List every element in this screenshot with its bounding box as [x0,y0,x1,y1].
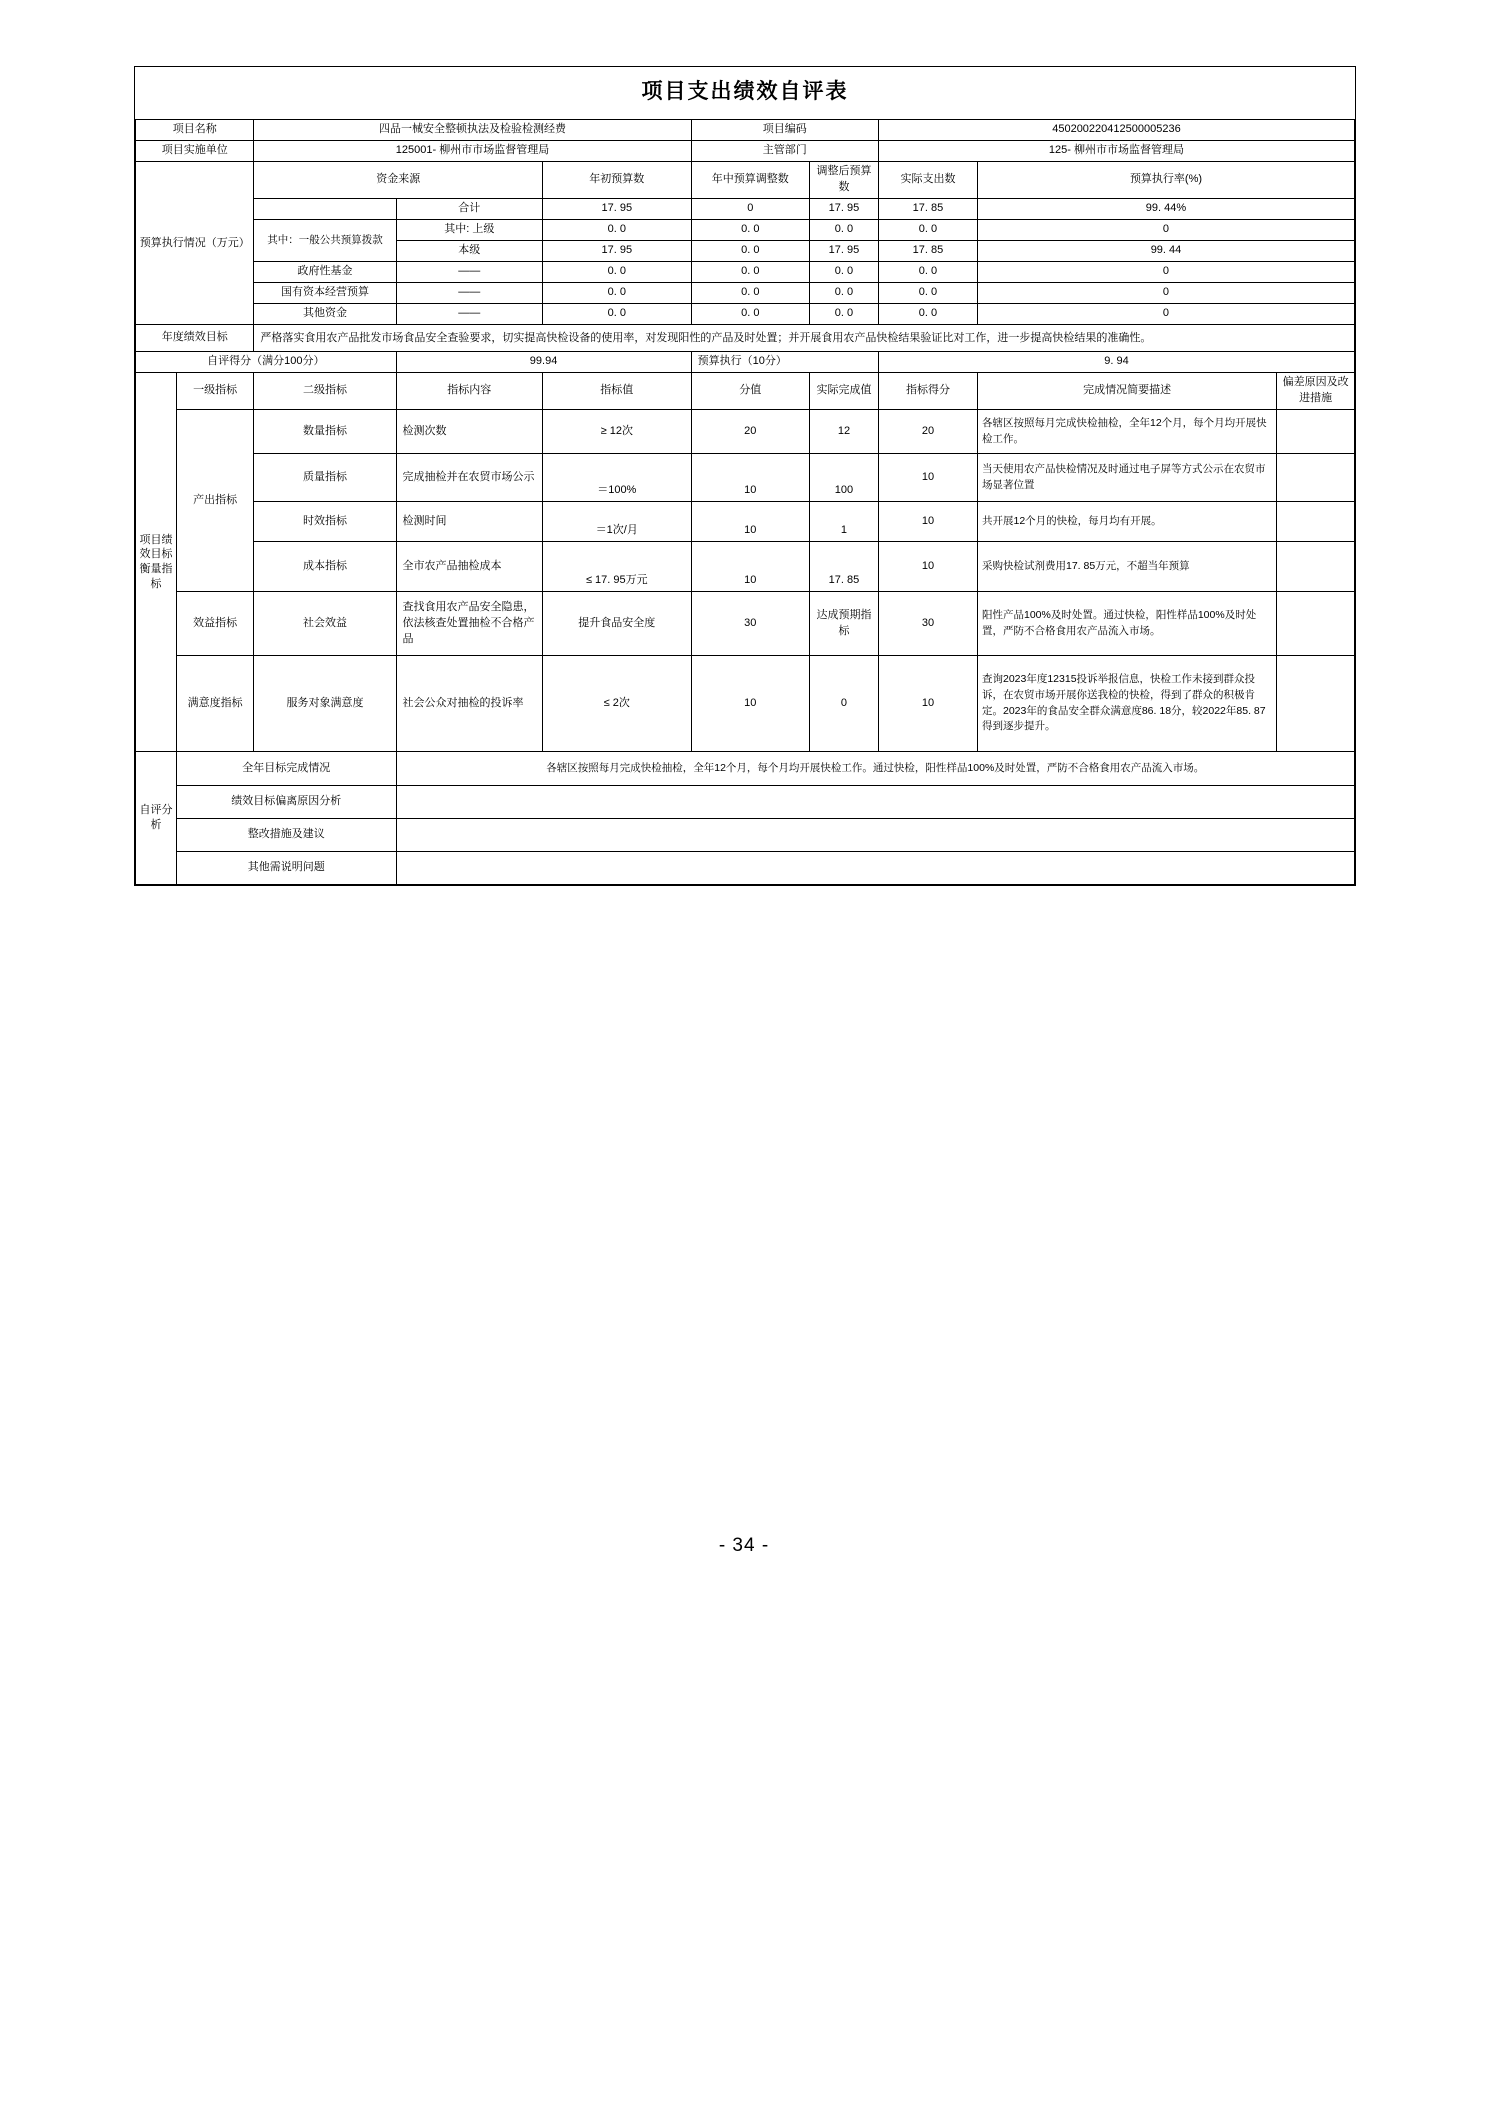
indicator-actual: 12 [810,410,879,454]
budget-after: 17. 95 [810,199,879,220]
budget-start: 17. 95 [542,241,691,262]
project-name-label: 项目名称 [136,120,254,141]
implement-unit-row [136,141,1355,162]
project-code-value: 450200220412500005236 [878,120,1354,141]
budget-rate: 0 [977,282,1354,303]
indicator-desc: 共开展12个月的快检，每月均有开展。 [977,502,1276,542]
analysis-value: 各辖区按照每月完成快检抽检，全年12个月，每个月均开展快检工作。通过快检，阳性样品100%及时处置，严防不合格食用农产品流入市场。 [396,752,1354,786]
budget-rate: 0 [977,220,1354,241]
budget-col-adjust: 年中预算调整数 [691,162,809,199]
budget-source-b: 合计 [396,199,542,220]
indicator-level2: 数量指标 [254,410,396,454]
indicator-deviation [1277,454,1355,502]
indicator-desc: 采购快检试剂费用17. 85万元，不超当年预算 [977,542,1276,592]
indicator-desc: 各辖区按照每月完成快检抽检，全年12个月，每个月均开展快检工作。 [977,410,1276,454]
budget-actual: 0. 0 [878,303,977,324]
indicator-content: 全市农产品抽检成本 [396,542,542,592]
indicator-col-got: 指标得分 [878,373,977,410]
supervisor-dept-label: 主管部门 [691,141,878,162]
indicator-score: 10 [691,542,809,592]
indicator-content: 社会公众对抽检的投诉率 [396,656,542,752]
indicator-score: 10 [691,502,809,542]
budget-source-a: 其中：一般公共预算拨款 [254,220,396,262]
indicator-desc: 当天使用农产品快检情况及时通过电子屏等方式公示在农贸市场显著位置 [977,454,1276,502]
budget-after: 0. 0 [810,303,879,324]
budget-actual: 17. 85 [878,199,977,220]
indicator-col-level1: 一级指标 [176,373,254,410]
indicator-target: 提升食品安全度 [542,592,691,656]
indicator-got: 30 [878,592,977,656]
title-row [136,67,1355,120]
indicator-section-label: 项目绩效目标衡量指标 [136,373,177,752]
indicator-level2: 社会效益 [254,592,396,656]
budget-adjust: 0. 0 [691,220,809,241]
indicator-content: 查找食用农产品安全隐患，依法核查处置抽检不合格产品 [396,592,542,656]
score-row [136,352,1355,373]
indicator-row [136,656,1355,752]
indicator-deviation [1277,542,1355,592]
budget-adjust: 0. 0 [691,282,809,303]
indicator-score: 10 [691,454,809,502]
budget-source-a: 政府性基金 [254,262,396,283]
budget-adjust: 0. 0 [691,303,809,324]
indicator-deviation [1277,656,1355,752]
main-table [135,67,1355,885]
analysis-row [136,852,1355,885]
budget-source-b: —— [396,282,542,303]
indicator-got: 10 [878,542,977,592]
analysis-value [396,819,1354,852]
analysis-label: 绩效目标偏离原因分析 [176,786,396,819]
analysis-value [396,852,1354,885]
self-score-label: 自评得分（满分100分） [136,352,397,373]
indicator-actual: 0 [810,656,879,752]
budget-row [136,199,1355,220]
indicator-content: 完成抽检并在农贸市场公示 [396,454,542,502]
budget-start: 0. 0 [542,220,691,241]
indicator-row [136,454,1355,502]
budget-rate: 99. 44% [977,199,1354,220]
budget-actual: 17. 85 [878,241,977,262]
indicator-target: ≥ 12次 [542,410,691,454]
indicator-got: 10 [878,454,977,502]
project-code-label: 项目编码 [691,120,878,141]
budget-col-start: 年初预算数 [542,162,691,199]
annual-goal-text: 严格落实食用农产品批发市场食品安全查验要求，切实提高快检设备的使用率，对发现阳性的产品及时处置；并开展食用农产品快检结果验证比对工作，进一步提高快检结果的准确性。 [254,324,1355,352]
implement-unit-value: 125001- 柳州市市场监督管理局 [254,141,691,162]
annual-goal-label: 年度绩效目标 [136,324,254,352]
budget-after: 0. 0 [810,220,879,241]
indicator-header-row [136,373,1355,410]
indicator-deviation [1277,592,1355,656]
budget-row [136,303,1355,324]
budget-row [136,220,1355,241]
budget-actual: 0. 0 [878,262,977,283]
indicator-row [136,502,1355,542]
budget-source-b: 本级 [396,241,542,262]
indicator-col-target: 指标值 [542,373,691,410]
indicator-row [136,410,1355,454]
budget-start: 0. 0 [542,303,691,324]
indicator-row [136,542,1355,592]
analysis-label: 其他需说明问题 [176,852,396,885]
budget-source-b: —— [396,262,542,283]
indicator-col-score: 分值 [691,373,809,410]
budget-start: 17. 95 [542,199,691,220]
indicator-level1: 产出指标 [176,410,254,592]
budget-source-a: 国有资本经营预算 [254,282,396,303]
indicator-got: 10 [878,502,977,542]
indicator-actual: 100 [810,454,879,502]
indicator-content: 检测时间 [396,502,542,542]
indicator-level2: 服务对象满意度 [254,656,396,752]
budget-rate: 0 [977,303,1354,324]
indicator-level2: 时效指标 [254,502,396,542]
budget-section-label: 预算执行情况（万元） [136,162,254,325]
indicator-desc: 查询2023年度12315投诉举报信息，快检工作未接到群众投诉，在农贸市场开展你送我检的快检，得到了群众的积极肯定。2023年的食品安全群众满意度86. 18分，较2022年85. 87得到逐步提升。 [977,656,1276,752]
budget-col-after: 调整后预算数 [810,162,879,199]
indicator-col-deviation: 偏差原因及改进措施 [1277,373,1355,410]
budget-rate: 0 [977,262,1354,283]
indicator-level2: 质量指标 [254,454,396,502]
indicator-desc: 阳性产品100%及时处置。通过快检，阳性样品100%及时处置，严防不合格食用农产品流入市场。 [977,592,1276,656]
indicator-score: 30 [691,592,809,656]
analysis-row [136,752,1355,786]
indicator-level1: 满意度指标 [176,656,254,752]
indicator-actual: 1 [810,502,879,542]
project-name-row [136,120,1355,141]
indicator-target: ≤ 17. 95万元 [542,542,691,592]
budget-col-actual: 实际支出数 [878,162,977,199]
budget-after: 0. 0 [810,262,879,283]
analysis-label: 整改措施及建议 [176,819,396,852]
indicator-level2: 成本指标 [254,542,396,592]
indicator-col-desc: 完成情况简要描述 [977,373,1276,410]
page-title: 项目支出绩效自评表 [136,67,1355,120]
budget-row [136,262,1355,283]
indicator-level1: 效益指标 [176,592,254,656]
performance-self-evaluation-sheet [134,66,1356,886]
indicator-target: ＝1次/月 [542,502,691,542]
analysis-row [136,786,1355,819]
indicator-got: 10 [878,656,977,752]
indicator-actual: 达成预期指标 [810,592,879,656]
budget-row [136,282,1355,303]
self-score-value: 99.94 [396,352,691,373]
budget-col-rate: 预算执行率(%) [977,162,1354,199]
analysis-section-label: 自评分析 [136,752,177,885]
budget-adjust: 0. 0 [691,262,809,283]
analysis-value [396,786,1354,819]
budget-col-source: 资金来源 [254,162,543,199]
page-number: - 34 - [718,1535,770,1556]
budget-after: 17. 95 [810,241,879,262]
budget-actual: 0. 0 [878,282,977,303]
budget-header-row [136,162,1355,199]
implement-unit-label: 项目实施单位 [136,141,254,162]
budget-source-a [254,199,396,220]
budget-source-a: 其他资金 [254,303,396,324]
indicator-row [136,592,1355,656]
indicator-target: ＝100% [542,454,691,502]
indicator-score: 20 [691,410,809,454]
budget-exec-value: 9. 94 [878,352,1354,373]
indicator-col-level2: 二级指标 [254,373,396,410]
indicator-got: 20 [878,410,977,454]
project-name-value: 四品一械安全整顿执法及检验检测经费 [254,120,691,141]
budget-actual: 0. 0 [878,220,977,241]
budget-start: 0. 0 [542,282,691,303]
indicator-deviation [1277,410,1355,454]
indicator-col-content: 指标内容 [396,373,542,410]
annual-goal-row [136,324,1355,352]
indicator-col-actual: 实际完成值 [810,373,879,410]
budget-rate: 99. 44 [977,241,1354,262]
indicator-score: 10 [691,656,809,752]
budget-source-b: —— [396,303,542,324]
analysis-label: 全年目标完成情况 [176,752,396,786]
budget-source-b: 其中: 上级 [396,220,542,241]
budget-after: 0. 0 [810,282,879,303]
indicator-content: 检测次数 [396,410,542,454]
supervisor-dept-value: 125- 柳州市市场监督管理局 [878,141,1354,162]
indicator-actual: 17. 85 [810,542,879,592]
budget-start: 0. 0 [542,262,691,283]
analysis-row [136,819,1355,852]
indicator-deviation [1277,502,1355,542]
indicator-target: ≤ 2次 [542,656,691,752]
budget-exec-label: 预算执行（10分） [691,352,878,373]
budget-adjust: 0 [691,199,809,220]
budget-adjust: 0. 0 [691,241,809,262]
